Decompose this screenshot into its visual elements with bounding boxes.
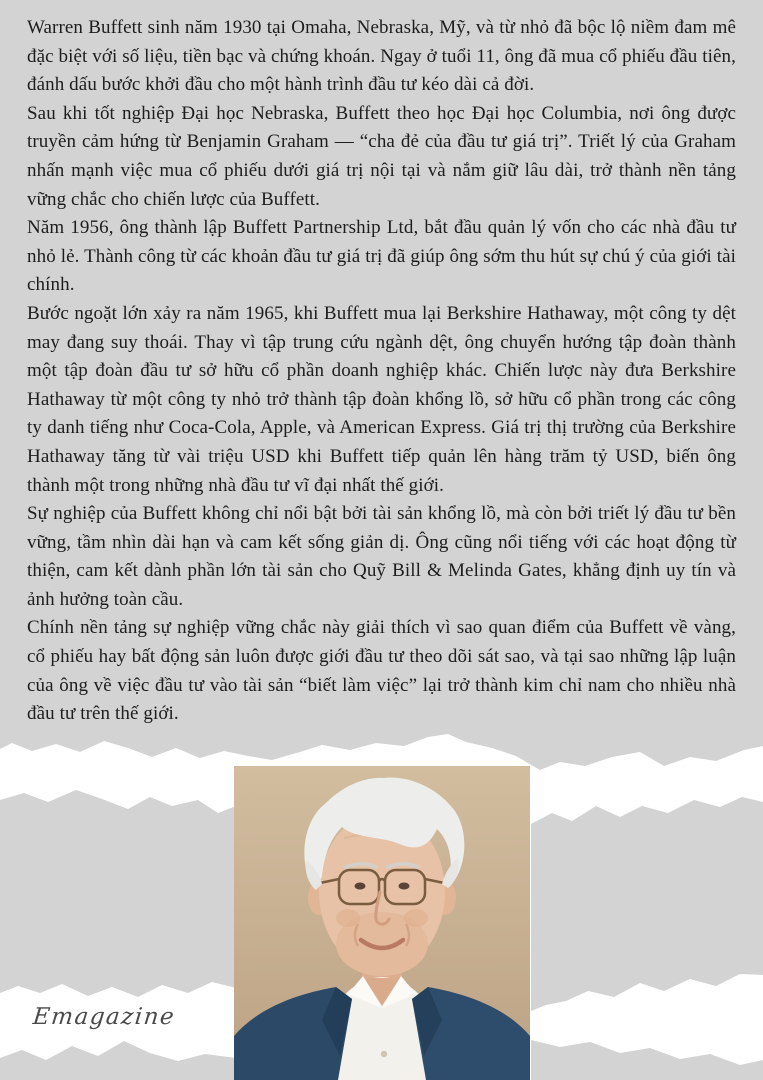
article-paragraph: Sau khi tốt nghiệp Đại học Nebraska, Buffett theo học Đại học Columbia, nơi ông được truyền cảm hứng từ Benjamin Graham — “cha đẻ của đầu tư giá trị”. Triết lý của Graham nhấn mạnh việc mua cổ phiếu dưới giá trị nội tại và nắm giữ lâu dài, trở thành nền tảng vững chắc cho chiến lược của Buffett. (27, 102, 736, 210)
torn-strip-left (0, 790, 236, 997)
eye-left (355, 883, 366, 890)
article-paragraph: Warren Buffett sinh năm 1930 tại Omaha, Nebraska, Mỹ, và từ nhỏ đã bộc lộ niềm đam mê đặc biệt với số liệu, tiền bạc và chứng khoán. Ngay ở tuổi 11, ông đã mua cổ phiếu đầu tiên, đánh dấu bước khởi đầu cho một hành trình đầu tư kéo dài cả đời. (27, 17, 736, 96)
article-paragraph: Năm 1956, ông thành lập Buffett Partnership Ltd, bắt đầu quản lý vốn cho các nhà đầu tư nhỏ lẻ. Thành công từ các khoản đầu tư giá trị đã giúp ông sớm thu hút sự chú ý của giới tài chính. (27, 217, 736, 296)
article-paragraph: Bước ngoặt lớn xảy ra năm 1965, khi Buffett mua lại Berkshire Hathaway, một công ty dệt may đang suy thoái. Thay vì tập trung cứu ngành dệt, ông chuyển hướng tập đoàn thành một tập đoàn đầu tư sở hữu cổ phần doanh nghiệp khác. Chiến lược này đưa Berkshire Hathaway từ một công ty nhỏ trở thành tập đoàn khổng lồ, sở hữu cổ phần trong các công ty danh tiếng như Coca-Cola, Apple, và American Express. Giá trị thị trường của Berkshire Hathaway tăng từ vài triệu USD khi Buffett tiếp quản lên hàng trăm tỷ USD, biến ông thành một trong những nhà đầu tư vĩ đại nhất thế giới. (27, 302, 736, 496)
shirt-button (381, 1051, 387, 1057)
torn-bottom-left (0, 1041, 236, 1080)
eye-right (399, 883, 410, 890)
article-paragraph: Chính nền tảng sự nghiệp vững chắc này giải thích vì sao quan điểm của Buffett về vàng, cổ phiếu hay bất động sản luôn được giới đầu tư theo dõi sát sao, và tại sao những lập luận của ông về việc đầu tư vào tài sản “biết làm việc” lại trở thành kim chỉ nam cho nhiều nhà đầu tư trên thế giới. (27, 617, 736, 725)
emagazine-logo: Emagazine (31, 1004, 177, 1030)
cheek-left (336, 909, 360, 927)
cheek-right (404, 909, 428, 927)
torn-strip-right (531, 797, 763, 1011)
warren-buffett-photo (234, 766, 530, 1080)
article-paragraph: Sự nghiệp của Buffett không chỉ nổi bật bởi tài sản khổng lồ, mà còn bởi triết lý đầu tư bền vững, tầm nhìn dài hạn và cam kết sống giản dị. Ông cũng nổi tiếng với các hoạt động từ thiện, cam kết dành phần lớn tài sản cho Quỹ Bill & Melinda Gates, khẳng định uy tín và ảnh hưởng toàn cầu. (27, 503, 736, 610)
torn-bottom-right (531, 1040, 763, 1080)
warren-buffett-portrait-illustration (234, 766, 530, 1080)
article-text (27, 14, 736, 729)
